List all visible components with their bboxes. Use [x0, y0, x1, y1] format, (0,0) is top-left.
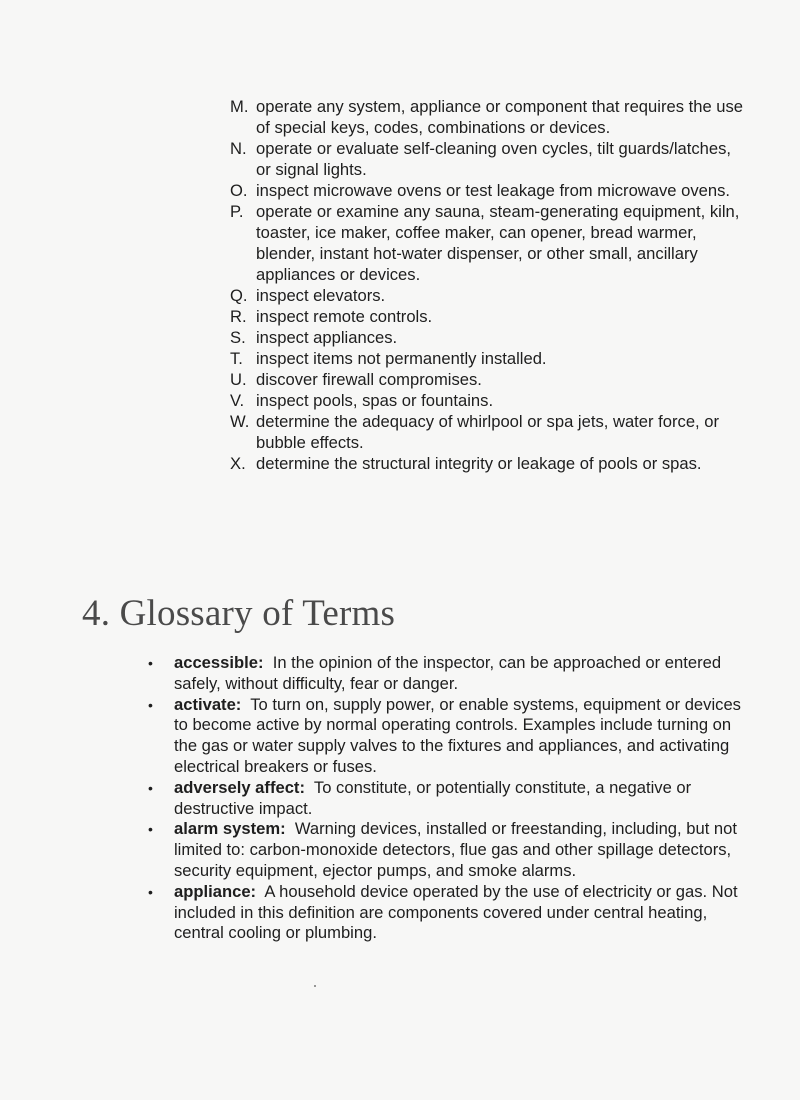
section-heading: 4. Glossary of Terms: [82, 593, 396, 634]
bullet-icon: •: [148, 883, 153, 900]
glossary-entry: [146, 882, 746, 944]
list-item: [230, 453, 750, 474]
list-item-text: inspect appliances.: [256, 328, 398, 347]
list-marker: V.: [230, 391, 245, 410]
bullet-icon: •: [148, 696, 153, 713]
bullet-icon: •: [148, 655, 153, 671]
glossary-term: appliance:: [174, 881, 257, 901]
list-item-text: inspect microwave ovens or test leakage from microwave ovens.: [256, 181, 731, 200]
list-marker: P.: [230, 202, 244, 221]
glossary-term: alarm system:: [174, 819, 286, 839]
list-marker: R.: [230, 307, 247, 326]
glossary-entry: [146, 819, 746, 881]
list-item-text: inspect remote controls.: [256, 307, 433, 326]
list-item: [230, 348, 750, 369]
glossary-definition: A household device operated by the use of electricity or gas. Not included in this definition are components covered under central heating, central cooling or plumbing.: [174, 881, 738, 943]
bullet-icon: •: [148, 821, 153, 838]
list-item-text: operate or evaluate self-cleaning oven cycles, tilt guards/latches, or signal lights.: [256, 139, 732, 179]
list-item-text: discover firewall compromises.: [256, 370, 482, 389]
list-marker: Q.: [230, 286, 248, 305]
glossary-entry: [146, 695, 746, 778]
list-item-text: inspect elevators.: [256, 286, 386, 305]
list-marker: U.: [230, 370, 247, 389]
list-item-text: operate or examine any sauna, steam-generating equipment, kiln, toaster, ice maker, coffee maker, can opener, bread warmer, blender, instant hot-water dispenser, or other small, ancillary appliances or devices.: [256, 202, 740, 284]
list-item: [230, 201, 750, 285]
list-item-text: inspect items not permanently installed.: [256, 349, 547, 368]
list-item: [230, 285, 750, 306]
list-marker: N.: [230, 139, 247, 158]
list-marker: W.: [230, 412, 250, 431]
glossary-entry-body: [174, 695, 746, 778]
glossary-definition: Warning devices, installed or freestanding, including, but not limited to: carbon-monoxide detectors, flue gas and other spillage detectors, security equipment, ejector pumps, and smoke alarms.: [174, 819, 737, 880]
glossary-entry: [146, 653, 746, 695]
list-item-text: determine the adequacy of whirlpool or spa jets, water force, or bubble effects.: [256, 412, 720, 452]
glossary-term: activate:: [174, 694, 242, 714]
list-marker: T.: [230, 349, 243, 368]
list-marker: S.: [230, 328, 246, 347]
scan-speck: [314, 985, 316, 987]
list-item: [230, 390, 750, 411]
list-item: [230, 327, 750, 348]
list-item: [230, 96, 750, 138]
glossary-term: adversely affect:: [174, 777, 305, 797]
glossary-entry: [146, 778, 746, 820]
list-item-text: determine the structural integrity or leakage of pools or spas.: [256, 454, 702, 473]
list-item: [230, 369, 750, 390]
glossary-term: accessible:: [174, 653, 264, 672]
list-item-text: inspect pools, spas or fountains.: [256, 391, 494, 410]
glossary-entry-body: [174, 882, 746, 944]
bullet-icon: •: [148, 779, 153, 796]
list-item: [230, 180, 750, 201]
list-item-text: operate any system, appliance or component that requires the use of special keys, codes, combinations or devices.: [256, 97, 744, 137]
list-marker: M.: [230, 97, 249, 116]
list-marker: X.: [230, 454, 246, 473]
exclusions-list: [230, 96, 750, 474]
list-marker: O.: [230, 181, 248, 200]
list-item: [230, 411, 750, 453]
glossary-entry-body: [174, 778, 746, 820]
list-item: [230, 306, 750, 327]
glossary-entry-body: [174, 653, 746, 695]
list-item: [230, 138, 750, 180]
glossary-definition: In the opinion of the inspector, can be approached or entered safely, without difficulty, fear or danger.: [174, 653, 722, 693]
glossary-definition: To constitute, or potentially constitute, a negative or destructive impact.: [174, 777, 692, 818]
glossary-list: [146, 653, 746, 944]
glossary-entry-body: [174, 819, 746, 881]
glossary-definition: To turn on, supply power, or enable systems, equipment or devices to become active by normal operating controls. Examples include turning on the gas or water supply valves to the fixtures and appliances, and activating electrical breakers or fuses.: [174, 694, 741, 776]
